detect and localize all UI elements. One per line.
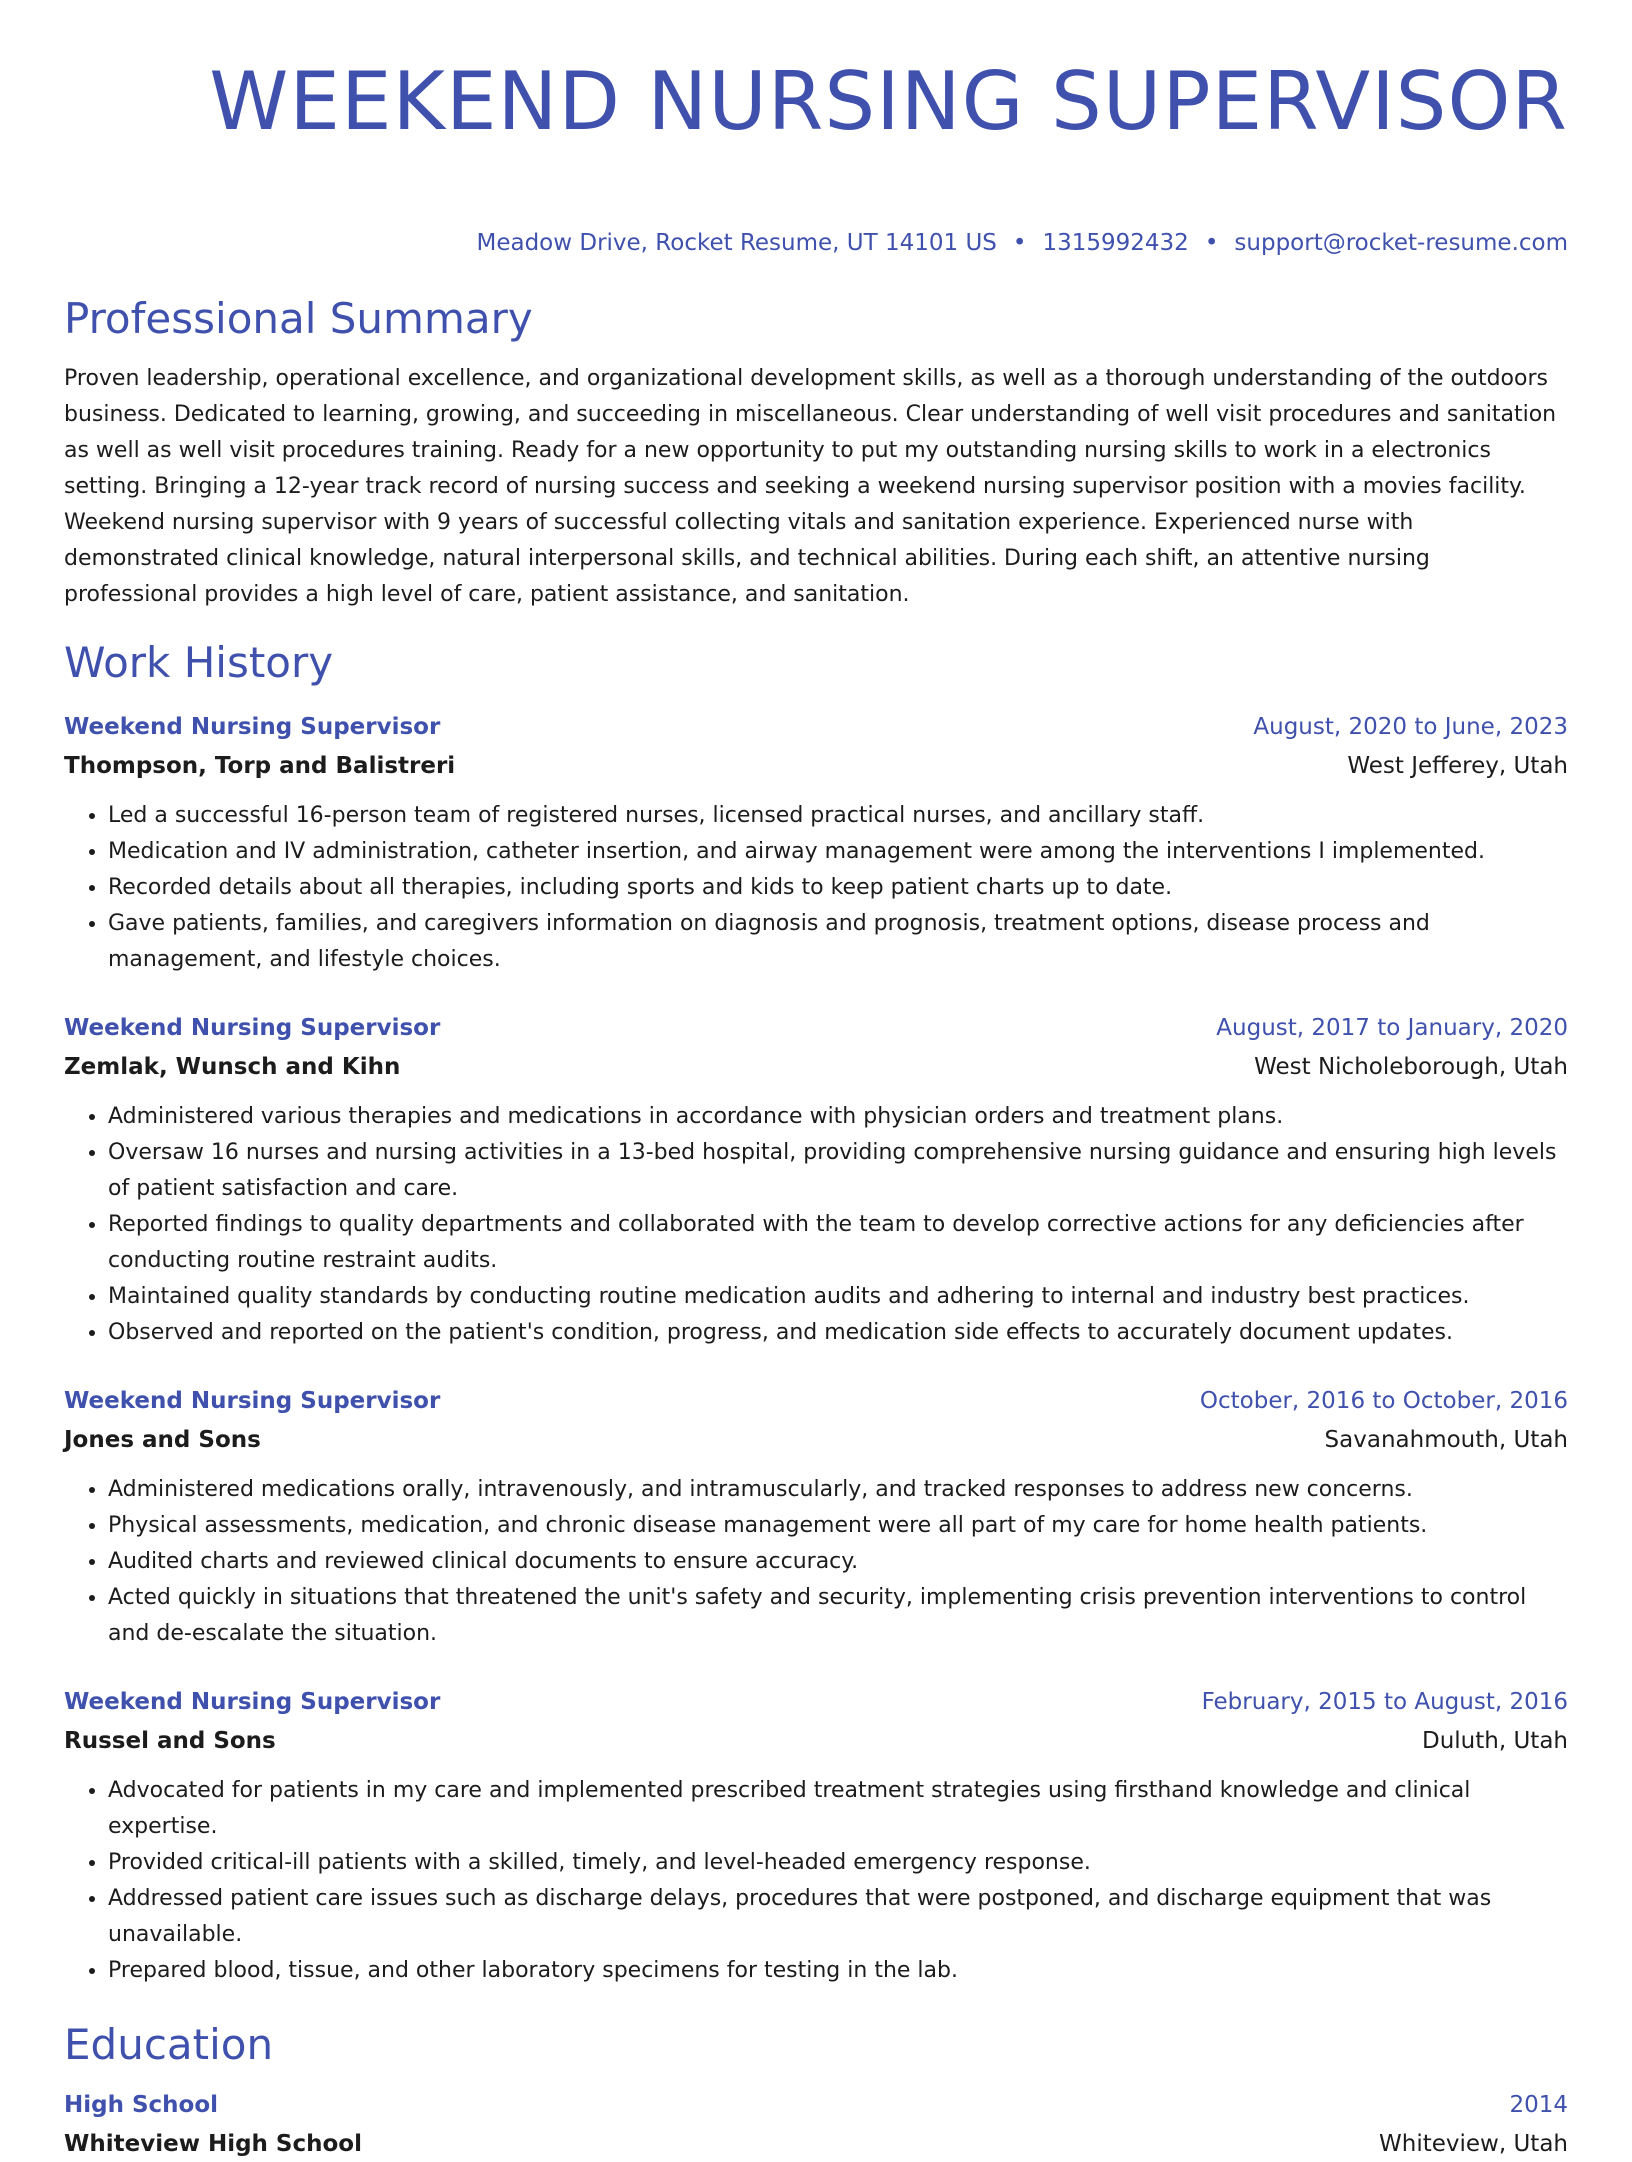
- job-bullet: • Led a successful 16-person team of registered nurses, licensed practical nurses, and ancillary staff.: [108, 798, 1568, 834]
- job-company: Zemlak, Wunsch and Kihn: [64, 1054, 401, 1080]
- job-row-top: [64, 1010, 1568, 1046]
- job-title: Weekend Nursing Supervisor: [64, 1015, 441, 1041]
- job-row-bottom: [64, 1422, 1568, 1458]
- job-location: Duluth, Utah: [1422, 1728, 1568, 1754]
- job-bullets: [64, 1099, 1568, 1351]
- job-dates: October, 2016 to October, 2016: [1199, 1388, 1568, 1414]
- job-row-top: [64, 709, 1568, 745]
- education-entry: [64, 2087, 1568, 2162]
- summary-heading: Professional Summary: [64, 294, 533, 343]
- job-dates: February, 2015 to August, 2016: [1201, 1689, 1568, 1715]
- contact-line: [64, 228, 1568, 258]
- job-list: [64, 709, 1568, 1989]
- job-bullets: [64, 1472, 1568, 1652]
- contact-address: Meadow Drive, Rocket Resume, UT 14101 US: [476, 230, 997, 256]
- resume-header: [64, 50, 1568, 258]
- job-entry: [64, 709, 1568, 978]
- education-degree: High School: [64, 2092, 219, 2118]
- job-bullet: • Administered medications orally, intravenously, and intramuscularly, and tracked responses to address new concerns.: [108, 1472, 1568, 1508]
- job-row-top: [64, 1383, 1568, 1419]
- job-bullet: • Gave patients, families, and caregivers information on diagnosis and prognosis, treatment options, disease process and management, and lifestyle choices.: [108, 906, 1568, 978]
- job-bullet: • Maintained quality standards by conducting routine medication audits and adhering to internal and industry best practices.: [108, 1279, 1568, 1315]
- job-company: Thompson, Torp and Balistreri: [64, 753, 456, 779]
- education-row-top: [64, 2087, 1568, 2123]
- job-entry: [64, 1383, 1568, 1652]
- job-bullet: • Administered various therapies and medications in accordance with physician orders and treatment plans.: [108, 1099, 1568, 1135]
- job-title: Weekend Nursing Supervisor: [64, 714, 441, 740]
- job-location: West Jefferey, Utah: [1347, 753, 1568, 779]
- education-row-bottom: [64, 2126, 1568, 2162]
- job-entry: [64, 1010, 1568, 1351]
- job-row-top: [64, 1684, 1568, 1720]
- education-section: [64, 2017, 1568, 2162]
- job-title: Weekend Nursing Supervisor: [64, 1388, 441, 1414]
- job-bullet: • Prepared blood, tissue, and other laboratory specimens for testing in the lab.: [108, 1953, 1568, 1989]
- job-bullet: • Advocated for patients in my care and implemented prescribed treatment strategies using firsthand knowledge and clinical expertise.: [108, 1773, 1568, 1845]
- job-bullet: • Recorded details about all therapies, including sports and kids to keep patient charts up to date.: [108, 870, 1568, 906]
- education-heading: Education: [64, 2020, 274, 2069]
- job-dates: August, 2020 to June, 2023: [1253, 714, 1568, 740]
- job-bullet: • Medication and IV administration, catheter insertion, and airway management were among the interventions I implemented.: [108, 834, 1568, 870]
- job-row-bottom: [64, 1723, 1568, 1759]
- job-entry: [64, 1684, 1568, 1989]
- job-location: Savanahmouth, Utah: [1324, 1427, 1568, 1453]
- job-dates: August, 2017 to January, 2020: [1216, 1015, 1568, 1041]
- job-bullet: • Reported findings to quality departments and collaborated with the team to develop corrective actions for any deficiencies after conducting routine restraint audits.: [108, 1207, 1568, 1279]
- job-title: Weekend Nursing Supervisor: [64, 1689, 441, 1715]
- candidate-name: WEEKEND NURSING SUPERVISOR: [209, 55, 1568, 148]
- summary-text: Proven leadership, operational excellence, and organizational development skills, as well as a thorough understanding of the outdoors business. Dedicated to learning, growing, and succeeding in miscellaneous. Clear understanding of well visit procedures and sanitation as well as well visit procedures training. Ready for a new opportunity to put my outstanding nursing skills to work in a electronics setting. Bringing a 12-year track record of nursing success and seeking a weekend nursing supervisor position with a movies facility. Weekend nursing supervisor with 9 years of successful collecting vitals and sanitation experience. Experienced nurse with demonstrated clinical knowledge, natural interpersonal skills, and technical abilities. During each shift, an attentive nursing professional provides a high level of care, patient assistance, and sanitation.: [64, 366, 1557, 607]
- job-row-bottom: [64, 748, 1568, 784]
- contact-phone: 1315992432: [1042, 230, 1189, 256]
- contact-separator: •: [1204, 230, 1219, 256]
- education-location: Whiteview, Utah: [1379, 2131, 1568, 2157]
- education-year: 2014: [1509, 2092, 1568, 2118]
- job-company: Russel and Sons: [64, 1728, 276, 1754]
- education-school: Whiteview High School: [64, 2131, 362, 2157]
- job-bullet: • Oversaw 16 nurses and nursing activities in a 13-bed hospital, providing comprehensive nursing guidance and ensuring high levels of patient satisfaction and care.: [108, 1135, 1568, 1207]
- contact-email[interactable]: support@rocket-resume.com: [1234, 230, 1568, 256]
- job-bullet: • Physical assessments, medication, and chronic disease management were all part of my care for home health patients.: [108, 1508, 1568, 1544]
- job-bullet: • Observed and reported on the patient's condition, progress, and medication side effects to accurately document updates.: [108, 1315, 1568, 1351]
- contact-separator: •: [1012, 230, 1027, 256]
- job-bullet: • Acted quickly in situations that threatened the unit's safety and security, implementing crisis prevention interventions to control and de-escalate the situation.: [108, 1580, 1568, 1652]
- work-history-heading: Work History: [64, 638, 334, 687]
- job-bullet: • Provided critical-ill patients with a skilled, timely, and level-headed emergency response.: [108, 1845, 1568, 1881]
- job-company: Jones and Sons: [64, 1427, 261, 1453]
- summary-section: [64, 291, 1568, 613]
- job-row-bottom: [64, 1049, 1568, 1085]
- job-bullet: • Addressed patient care issues such as discharge delays, procedures that were postponed, and discharge equipment that was unavailable.: [108, 1881, 1568, 1953]
- job-bullet: • Audited charts and reviewed clinical documents to ensure accuracy.: [108, 1544, 1568, 1580]
- job-bullets: [64, 1773, 1568, 1989]
- job-bullets: [64, 798, 1568, 978]
- work-history-section: [64, 635, 1568, 1989]
- job-location: West Nicholeborough, Utah: [1254, 1054, 1568, 1080]
